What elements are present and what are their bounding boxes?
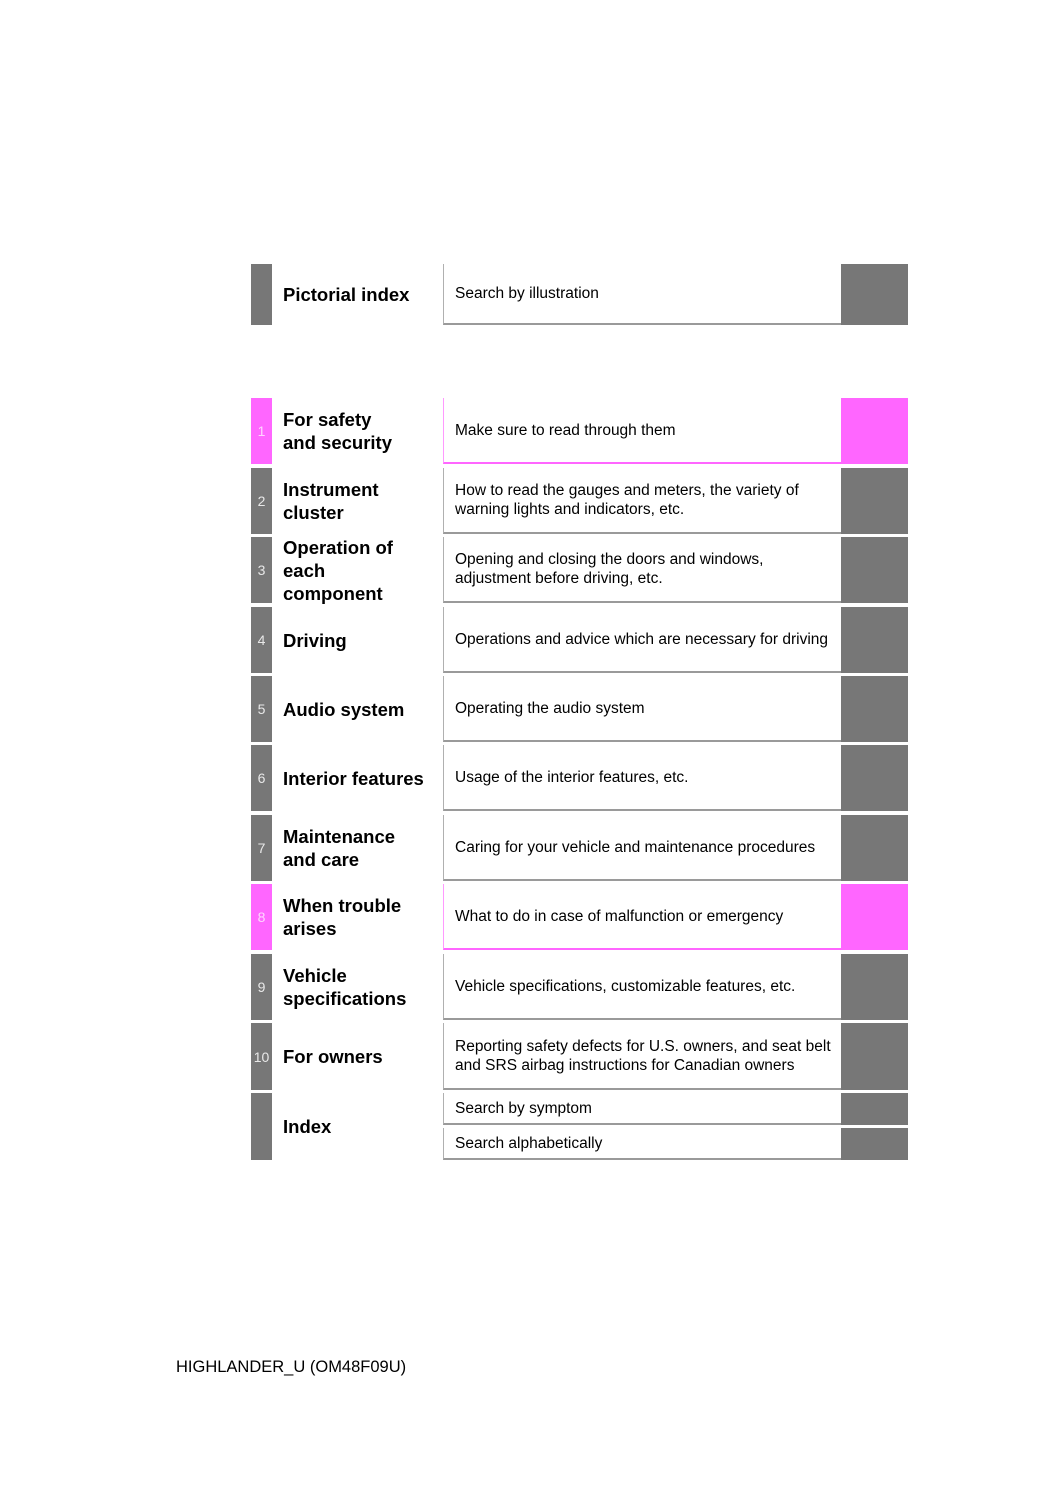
chapter-number: 8 [251, 884, 272, 950]
chapter-title: When trouble arises [283, 895, 402, 939]
chapter-row-3[interactable] [251, 537, 908, 603]
chapter-number: 9 [251, 954, 272, 1020]
chapter-row-10[interactable] [251, 1023, 908, 1090]
thumb-tab[interactable] [841, 954, 908, 1020]
index-row [251, 1093, 908, 1160]
chapter-description: Usage of the interior features, etc. [443, 745, 841, 811]
index-search-by-symptom[interactable] [443, 1093, 908, 1125]
chapter-tab-left [251, 1093, 272, 1160]
thumb-tab[interactable] [841, 1023, 908, 1090]
chapter-title: Interior features [283, 767, 424, 789]
chapter-number: 3 [251, 537, 272, 603]
chapter-number: 7 [251, 815, 272, 881]
thumb-tab[interactable] [841, 468, 908, 534]
chapter-description: How to read the gauges and meters, the variety of warning lights and indicators, etc. [443, 468, 841, 534]
chapter-row-8[interactable] [251, 884, 908, 950]
thumb-tab[interactable] [841, 1128, 908, 1160]
chapter-title: Driving [283, 629, 347, 651]
chapter-row-5[interactable] [251, 676, 908, 742]
thumb-tab[interactable] [841, 607, 908, 673]
chapter-title: For safety and security [283, 409, 392, 453]
chapter-number: 4 [251, 607, 272, 673]
thumb-tab[interactable] [841, 398, 908, 464]
chapter-title: Instrument cluster [283, 479, 379, 523]
chapter-row-7[interactable] [251, 815, 908, 881]
chapter-title: For owners [283, 1046, 383, 1067]
chapter-description: Operations and advice which are necessary for driving [443, 607, 841, 673]
chapter-number: 1 [251, 398, 272, 464]
index-description: Search alphabetically [443, 1128, 841, 1160]
document-footer: HIGHLANDER_U (OM48F09U) [176, 1358, 407, 1376]
chapter-description: Search by illustration [443, 264, 841, 325]
chapter-description: What to do in case of malfunction or emergency [443, 884, 841, 950]
chapter-row-2[interactable] [251, 468, 908, 534]
chapter-description: Operating the audio system [443, 676, 841, 742]
chapter-number: 5 [251, 676, 272, 742]
chapter-description: Vehicle specifications, customizable features, etc. [443, 954, 841, 1020]
chapter-title: Operation of each component [283, 536, 393, 604]
chapter-description: Caring for your vehicle and maintenance procedures [443, 815, 841, 881]
chapter-description: Opening and closing the doors and windows, adjustment before driving, etc. [443, 537, 841, 603]
index-description: Search by symptom [443, 1093, 841, 1125]
chapter-row-4[interactable] [251, 607, 908, 673]
chapter-description: Reporting safety defects for U.S. owners, and seat belt and SRS airbag instructions for Canadian owners [443, 1023, 841, 1090]
chapter-title: Audio system [283, 698, 405, 720]
thumb-tab[interactable] [841, 1093, 908, 1125]
thumb-tab[interactable] [841, 884, 908, 950]
chapter-number: 10 [251, 1023, 272, 1090]
index-search-alphabetically[interactable] [443, 1128, 908, 1160]
chapter-title: Vehicle specifications [283, 965, 407, 1009]
thumb-tab[interactable] [841, 745, 908, 811]
chapter-tab-left [251, 264, 272, 325]
chapter-number: 6 [251, 745, 272, 811]
chapter-title: Maintenance and care [283, 826, 396, 870]
chapter-row-9[interactable] [251, 954, 908, 1020]
thumb-tab[interactable] [841, 264, 908, 325]
chapter-row-6[interactable] [251, 745, 908, 811]
chapter-title: Pictorial index [283, 284, 410, 305]
chapter-row-1[interactable] [251, 398, 908, 464]
chapter-description: Make sure to read through them [443, 398, 841, 464]
thumb-tab[interactable] [841, 537, 908, 603]
chapter-number: 2 [251, 468, 272, 534]
pictorial-index-row[interactable] [251, 264, 908, 325]
thumb-tab[interactable] [841, 676, 908, 742]
thumb-tab[interactable] [841, 815, 908, 881]
chapter-title: Index [283, 1116, 332, 1137]
